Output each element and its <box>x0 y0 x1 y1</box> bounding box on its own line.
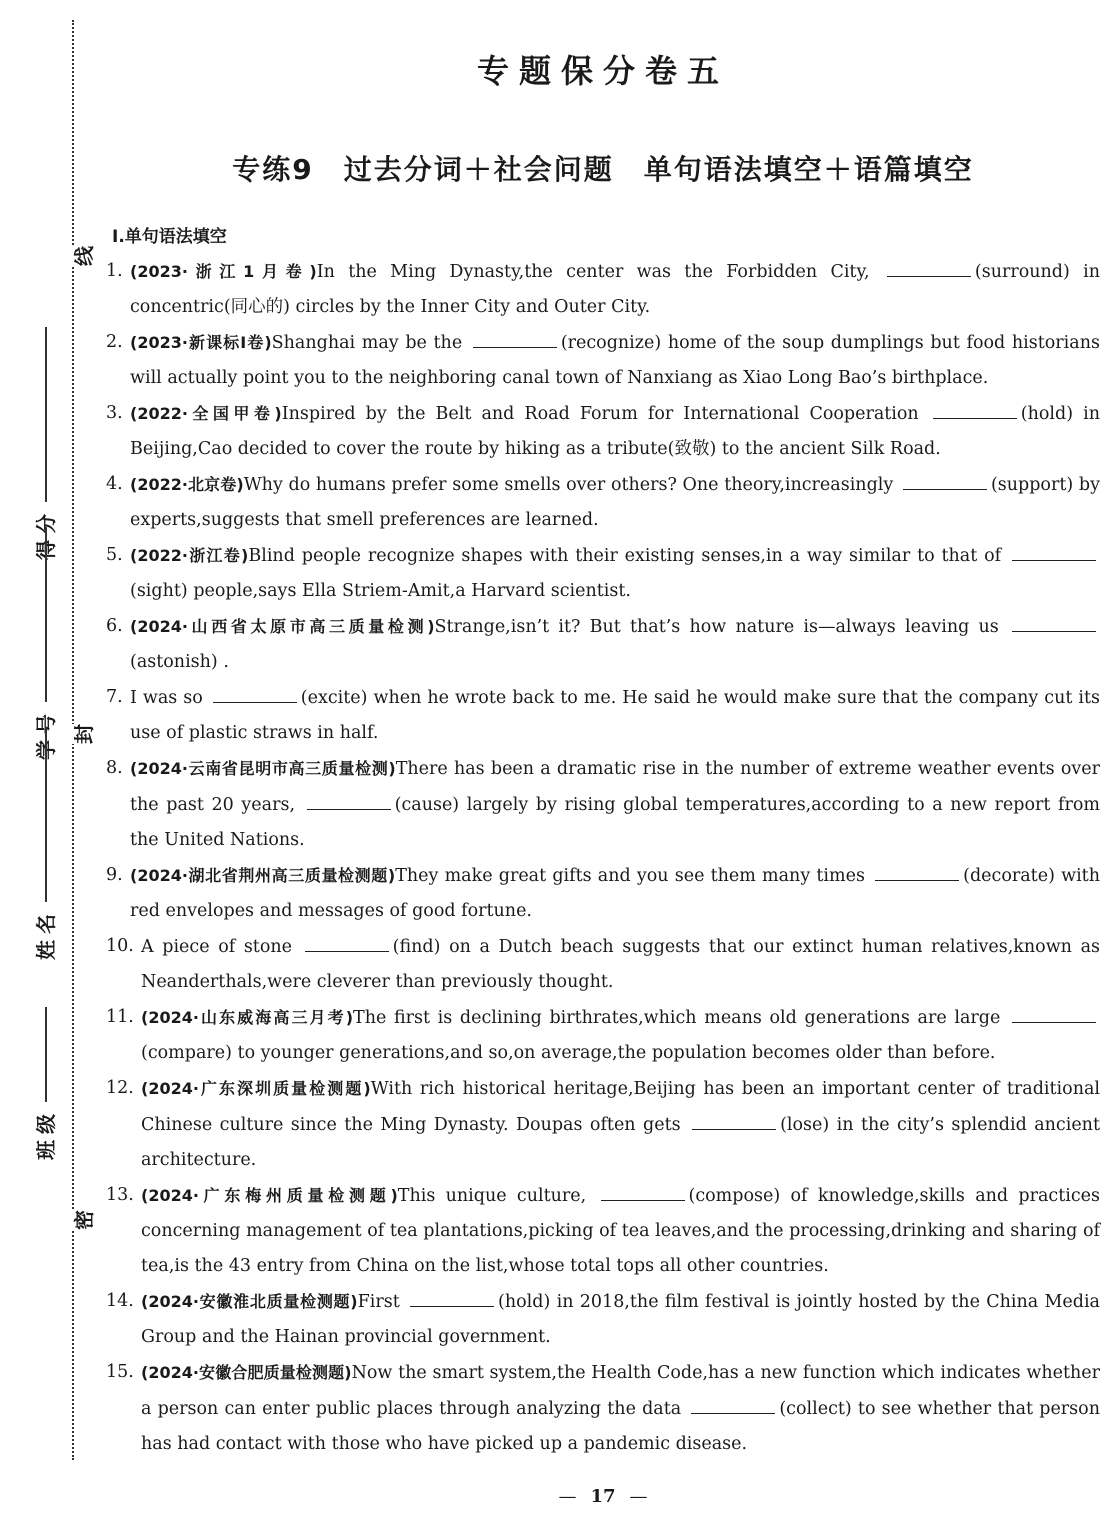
question-text-after: largely by rising global temperatures,according to a new report from the United Nations. <box>130 795 1100 850</box>
answer-blank[interactable] <box>1012 538 1096 561</box>
class-field[interactable] <box>30 1007 59 1160</box>
question-item <box>106 396 1100 467</box>
question-number: 2. <box>106 332 123 352</box>
question-source: (2024·安徽合肥质量检测题) <box>141 1363 352 1382</box>
answer-blank[interactable] <box>875 858 959 881</box>
question-hint: (compose) <box>688 1186 781 1206</box>
question-source: (2024·山东威海高三月考) <box>141 1008 354 1027</box>
question-hint: (decorate) <box>963 866 1055 886</box>
question-item <box>106 751 1100 858</box>
question-number: 11. <box>106 1007 134 1027</box>
seal-mark-feng: 封 <box>72 724 96 744</box>
page-main <box>106 0 1100 1528</box>
question-item <box>106 538 1100 609</box>
question-text-before: In the Ming Dynasty,the center was the Forbidden City, <box>316 262 870 282</box>
question-item <box>106 1000 1100 1071</box>
question-text-after: home of the soup dumplings but food historians will actually point you to the neighboring canal town of Nanxiang as Xiao Long Bao’s birthplace. <box>130 333 1100 388</box>
question-text-after: in 2018,the film festival is jointly hosted by the China Media Group and the Hainan provincial government. <box>141 1292 1100 1347</box>
answer-blank[interactable] <box>307 787 391 810</box>
question-item <box>106 609 1100 680</box>
question-text-after: with red envelopes and messages of good fortune. <box>130 866 1100 921</box>
page-subtitle: 专练9 过去分词＋社会问题 单句语法填空＋语篇填空 <box>232 153 974 186</box>
answer-blank[interactable] <box>1012 1000 1096 1023</box>
name-label: 姓名 <box>34 908 58 960</box>
question-number: 5. <box>106 545 123 565</box>
name-blank[interactable] <box>43 727 47 902</box>
question-text-before: There has been a dramatic rise in the number of extreme weather events over the past 20 years, <box>130 759 1100 815</box>
question-item <box>106 1071 1100 1178</box>
seal-mark-mi: 密 <box>72 1210 96 1230</box>
question-hint: (astonish) <box>130 652 218 672</box>
question-text-after: people,says Ella Striem-Amit,a Harvard scientist. <box>193 581 631 601</box>
question-source: (2024·云南省昆明市高三质量检测) <box>130 759 396 778</box>
question-item <box>106 858 1100 929</box>
question-text-after: when he wrote back to me. He said he would make sure that the company cut its use of plastic straws in half. <box>130 688 1100 743</box>
question-item <box>106 1355 1100 1462</box>
question-item <box>106 929 1100 1000</box>
question-number: 7. <box>106 687 123 707</box>
question-hint: (hold) <box>1020 404 1074 424</box>
answer-blank[interactable] <box>410 1284 494 1307</box>
answer-blank[interactable] <box>213 680 297 703</box>
question-text-before: Strange,isn’t it? But that’s how nature is—always leaving us <box>434 617 999 637</box>
question-text-before: I was so <box>130 688 203 708</box>
question-item <box>106 254 1100 325</box>
student-id-blank[interactable] <box>43 527 47 702</box>
question-hint: (hold) <box>498 1292 551 1312</box>
question-item <box>106 1178 1100 1284</box>
answer-blank[interactable] <box>691 1391 775 1414</box>
answer-blank[interactable] <box>473 325 557 348</box>
question-hint: (collect) <box>779 1399 852 1419</box>
question-hint: (surround) <box>974 262 1070 282</box>
question-hint: (recognize) <box>560 333 662 353</box>
question-text-before: This unique culture, <box>397 1186 587 1206</box>
question-source: (2022·浙江卷) <box>130 546 249 565</box>
question-item <box>106 1284 1100 1355</box>
class-blank[interactable] <box>43 1007 47 1102</box>
question-text-before: The first is declining birthrates,which means old generations are large <box>353 1008 1001 1028</box>
question-text-before: Inspired by the Belt and Road Forum for International Cooperation <box>281 404 919 424</box>
page-number <box>106 1486 1100 1507</box>
question-hint: (excite) <box>300 688 368 708</box>
question-source: (2022·全国甲卷) <box>130 404 282 423</box>
question-list <box>106 254 1100 1462</box>
question-text-after: on a Dutch beach suggests that our extinct human relatives,known as Neanderthals,were cleverer than previously thought. <box>141 937 1100 992</box>
question-source: (2024·广东深圳质量检测题) <box>141 1079 371 1098</box>
question-number: 14. <box>106 1291 134 1311</box>
question-text-after: of knowledge,skills and practices concerning management of tea plantations,picking of tea leaves,and the processing,drinking and sharing of tea,is the 43 entry from China on the list,whose total tops all other countries. <box>141 1186 1100 1276</box>
student-id-field[interactable] <box>30 527 59 760</box>
question-source: (2024·湖北省荆州高三质量检测题) <box>130 866 396 885</box>
binding-strip <box>0 0 100 1528</box>
question-item <box>106 680 1100 751</box>
question-text-after: to younger generations,and so,on average,the population becomes older than before. <box>237 1043 996 1063</box>
question-item <box>106 325 1100 396</box>
name-field[interactable] <box>30 727 59 960</box>
question-text-before: Why do humans prefer some smells over others? One theory,increasingly <box>243 475 894 495</box>
score-blank[interactable] <box>43 327 47 502</box>
answer-blank[interactable] <box>692 1107 776 1130</box>
question-hint: (lose) <box>780 1115 830 1135</box>
question-number: 10. <box>106 936 134 956</box>
question-number: 8. <box>106 758 123 778</box>
question-number: 9. <box>106 865 123 885</box>
question-text-after: . <box>223 652 229 672</box>
question-number: 1. <box>106 261 123 281</box>
question-hint: (compare) <box>141 1043 232 1063</box>
question-number: 13. <box>106 1185 134 1205</box>
answer-blank[interactable] <box>903 467 987 490</box>
question-hint: (find) <box>392 937 441 957</box>
question-text-before: Now the smart system,the Health Code,has a new function which indicates whether a person can enter public places through analyzing the data <box>141 1363 1100 1419</box>
question-text-after: by experts,suggests that smell preferences are learned. <box>130 475 1100 530</box>
question-number: 4. <box>106 474 123 494</box>
question-text-before: Blind people recognize shapes with their existing senses,in a way similar to that of <box>248 546 1002 566</box>
score-field[interactable] <box>30 327 59 560</box>
answer-blank[interactable] <box>305 929 389 952</box>
question-text-before: They make great gifts and you see them many times <box>395 866 865 886</box>
page-dash-right: — <box>629 1486 648 1507</box>
question-source: (2023·浙江1月卷) <box>130 262 317 281</box>
question-source: (2023·新课标Ⅰ卷) <box>130 333 272 352</box>
question-text-after: in concentric(同心的) circles by the Inner City and Outer City. <box>130 262 1100 317</box>
class-label: 班级 <box>34 1108 58 1160</box>
question-text-after: in Beijing,Cao decided to cover the route by hiking as a tribute(致敬) to the ancient Silk Road. <box>130 404 1100 459</box>
question-hint: (cause) <box>394 795 460 815</box>
question-number: 12. <box>106 1078 134 1098</box>
question-source: (2024·广东梅州质量检测题) <box>141 1186 398 1205</box>
page-number-value: 17 <box>590 1486 616 1507</box>
question-text-before: A piece of stone <box>141 937 293 957</box>
question-source: (2024·安徽淮北质量检测题) <box>141 1292 358 1311</box>
score-label: 得分 <box>34 508 58 560</box>
question-number: 6. <box>106 616 123 636</box>
question-number: 3. <box>106 403 123 423</box>
question-text-before: With rich historical heritage,Beijing has been an important center of traditional Chinese culture since the Ming Dynasty. Doupas often gets <box>141 1079 1100 1135</box>
question-text-before: First <box>357 1292 400 1312</box>
student-id-label: 学号 <box>34 708 58 760</box>
page-dash-left: — <box>558 1486 577 1507</box>
seal-mark-xian: 线 <box>72 246 96 266</box>
question-source: (2024·山西省太原市高三质量检测) <box>130 617 435 636</box>
answer-blank[interactable] <box>887 254 971 277</box>
section-heading: Ⅰ.单句语法填空 <box>112 227 227 247</box>
question-source: (2022·北京卷) <box>130 475 244 494</box>
answer-blank[interactable] <box>601 1178 685 1201</box>
question-hint: (support) <box>990 475 1074 495</box>
page-title: 专题保分卷五 <box>476 52 729 90</box>
answer-blank[interactable] <box>1012 609 1096 632</box>
question-text-after: in the city’s splendid ancient architecture. <box>141 1115 1100 1170</box>
answer-blank[interactable] <box>933 396 1017 419</box>
question-text-before: Shanghai may be the <box>271 333 463 353</box>
question-item <box>106 467 1100 538</box>
question-hint: (sight) <box>130 581 188 601</box>
question-text-after: to see whether that person has had contact with those who have picked up a pandemic disease. <box>141 1399 1100 1454</box>
question-number: 15. <box>106 1362 134 1382</box>
